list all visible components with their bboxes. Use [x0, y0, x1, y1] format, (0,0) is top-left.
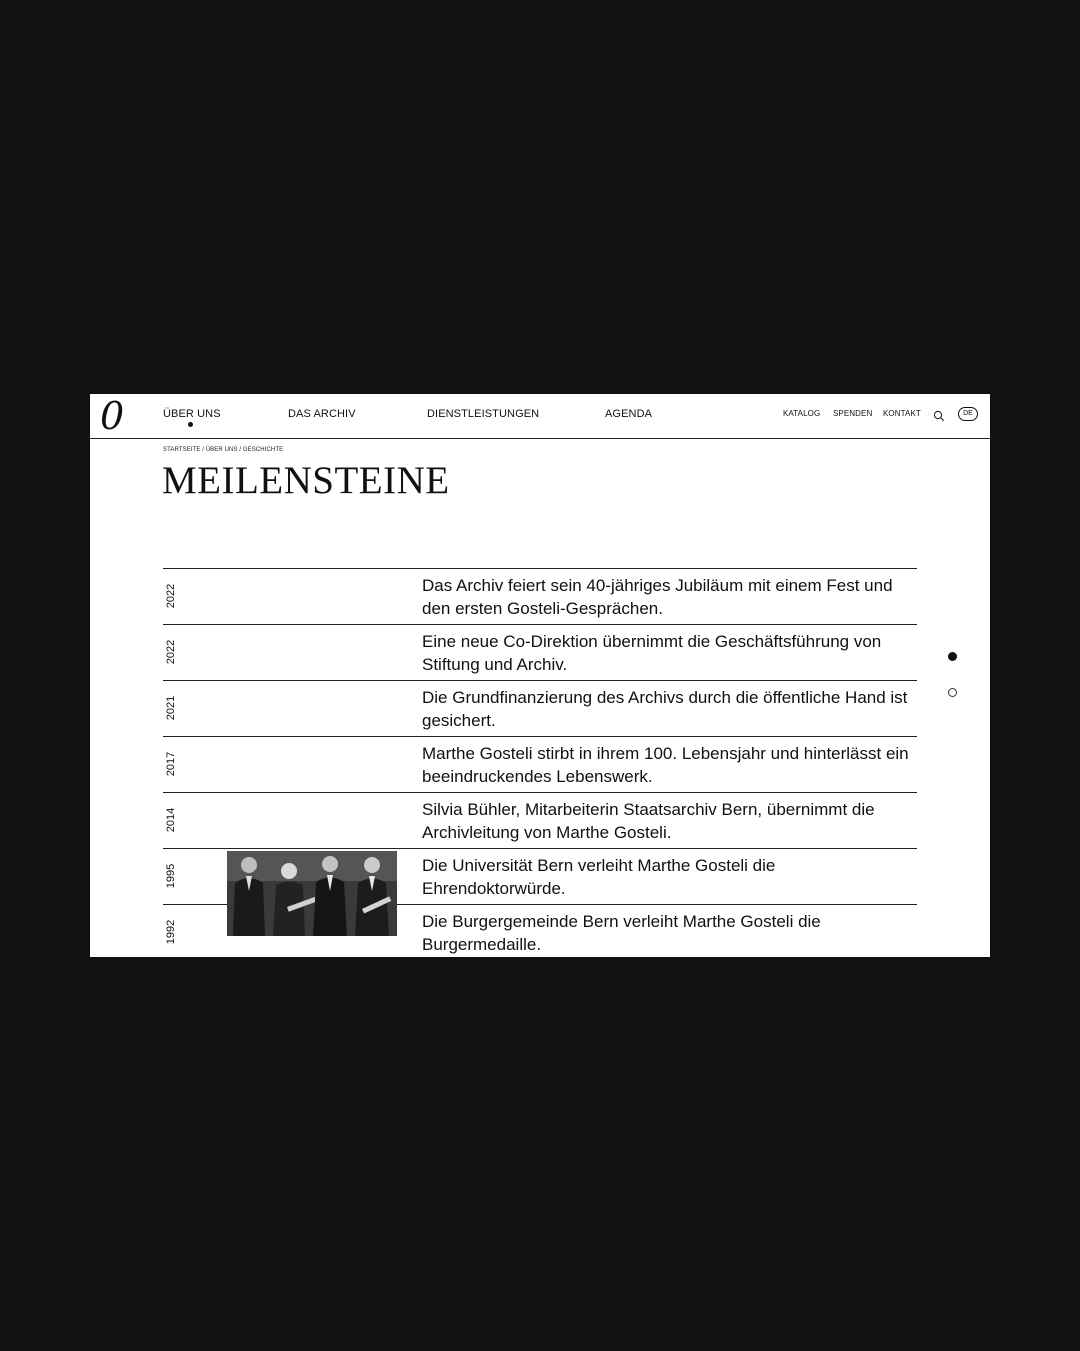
milestone-text: Die Universität Bern verleiht Marthe Gosteli die Ehrendoktorwürde.: [422, 856, 776, 898]
kontakt-link[interactable]: KONTAKT: [883, 409, 921, 418]
top-navigation: [90, 394, 990, 439]
milestone-text: Die Grundfinanzierung des Archivs durch die öffentliche Hand ist gesichert.: [422, 688, 908, 730]
milestone-photo: [227, 851, 397, 936]
nav-item-ueber-uns[interactable]: ÜBER UNS: [163, 408, 221, 420]
katalog-link[interactable]: KATALOG: [783, 409, 821, 418]
nav-item-agenda[interactable]: AGENDA: [605, 408, 653, 420]
milestone-text: Silvia Bühler, Mitarbeiterin Staatsarchiv Bern, übernimmt die Archivleitung von Marthe Gosteli.: [422, 800, 875, 842]
language-switcher[interactable]: DE: [958, 407, 978, 421]
milestone-text: Die Burgergemeinde Bern verleiht Marthe Gosteli die Burgermedaille.: [422, 912, 821, 954]
milestone-year: 2014: [165, 807, 178, 833]
browser-page: [90, 394, 990, 957]
milestone-row: [163, 792, 917, 848]
milestone-year: 2022: [165, 639, 178, 665]
milestone-year: 1992: [165, 919, 178, 945]
nav-item-dienstleistungen[interactable]: DIENSTLEISTUNGEN: [427, 408, 540, 420]
milestone-text: Das Archiv feiert sein 40-jähriges Jubiläum mit einem Fest und den ersten Gosteli-Gesprächen.: [422, 576, 893, 618]
milestone-row: [163, 568, 917, 624]
pager-dot[interactable]: [948, 688, 957, 697]
pager-dot-active[interactable]: [948, 652, 957, 661]
milestone-year: 2017: [165, 751, 178, 777]
logo[interactable]: 0: [100, 394, 125, 438]
search-icon[interactable]: [933, 409, 945, 421]
milestone-year: 2022: [165, 583, 178, 609]
milestone-year: 2021: [165, 695, 178, 721]
milestone-year: 1995: [165, 863, 178, 889]
breadcrumb: STARTSEITE / ÜBER UNS / GESCHICHTE: [163, 447, 284, 453]
milestone-text: Eine neue Co-Direktion übernimmt die Geschäftsführung von Stiftung und Archiv.: [422, 632, 882, 674]
nav-active-indicator: [188, 422, 193, 427]
nav-item-das-archiv[interactable]: DAS ARCHIV: [288, 408, 356, 420]
spenden-link[interactable]: SPENDEN: [833, 409, 873, 418]
milestone-row: [163, 736, 917, 792]
milestone-row: [163, 680, 917, 736]
milestone-row: [163, 624, 917, 680]
milestone-text: Marthe Gosteli stirbt in ihrem 100. Lebensjahr und hinterlässt ein beeindruckendes Lebenswerk.: [422, 744, 909, 786]
page-title: MEILENSTEINE: [162, 459, 450, 502]
